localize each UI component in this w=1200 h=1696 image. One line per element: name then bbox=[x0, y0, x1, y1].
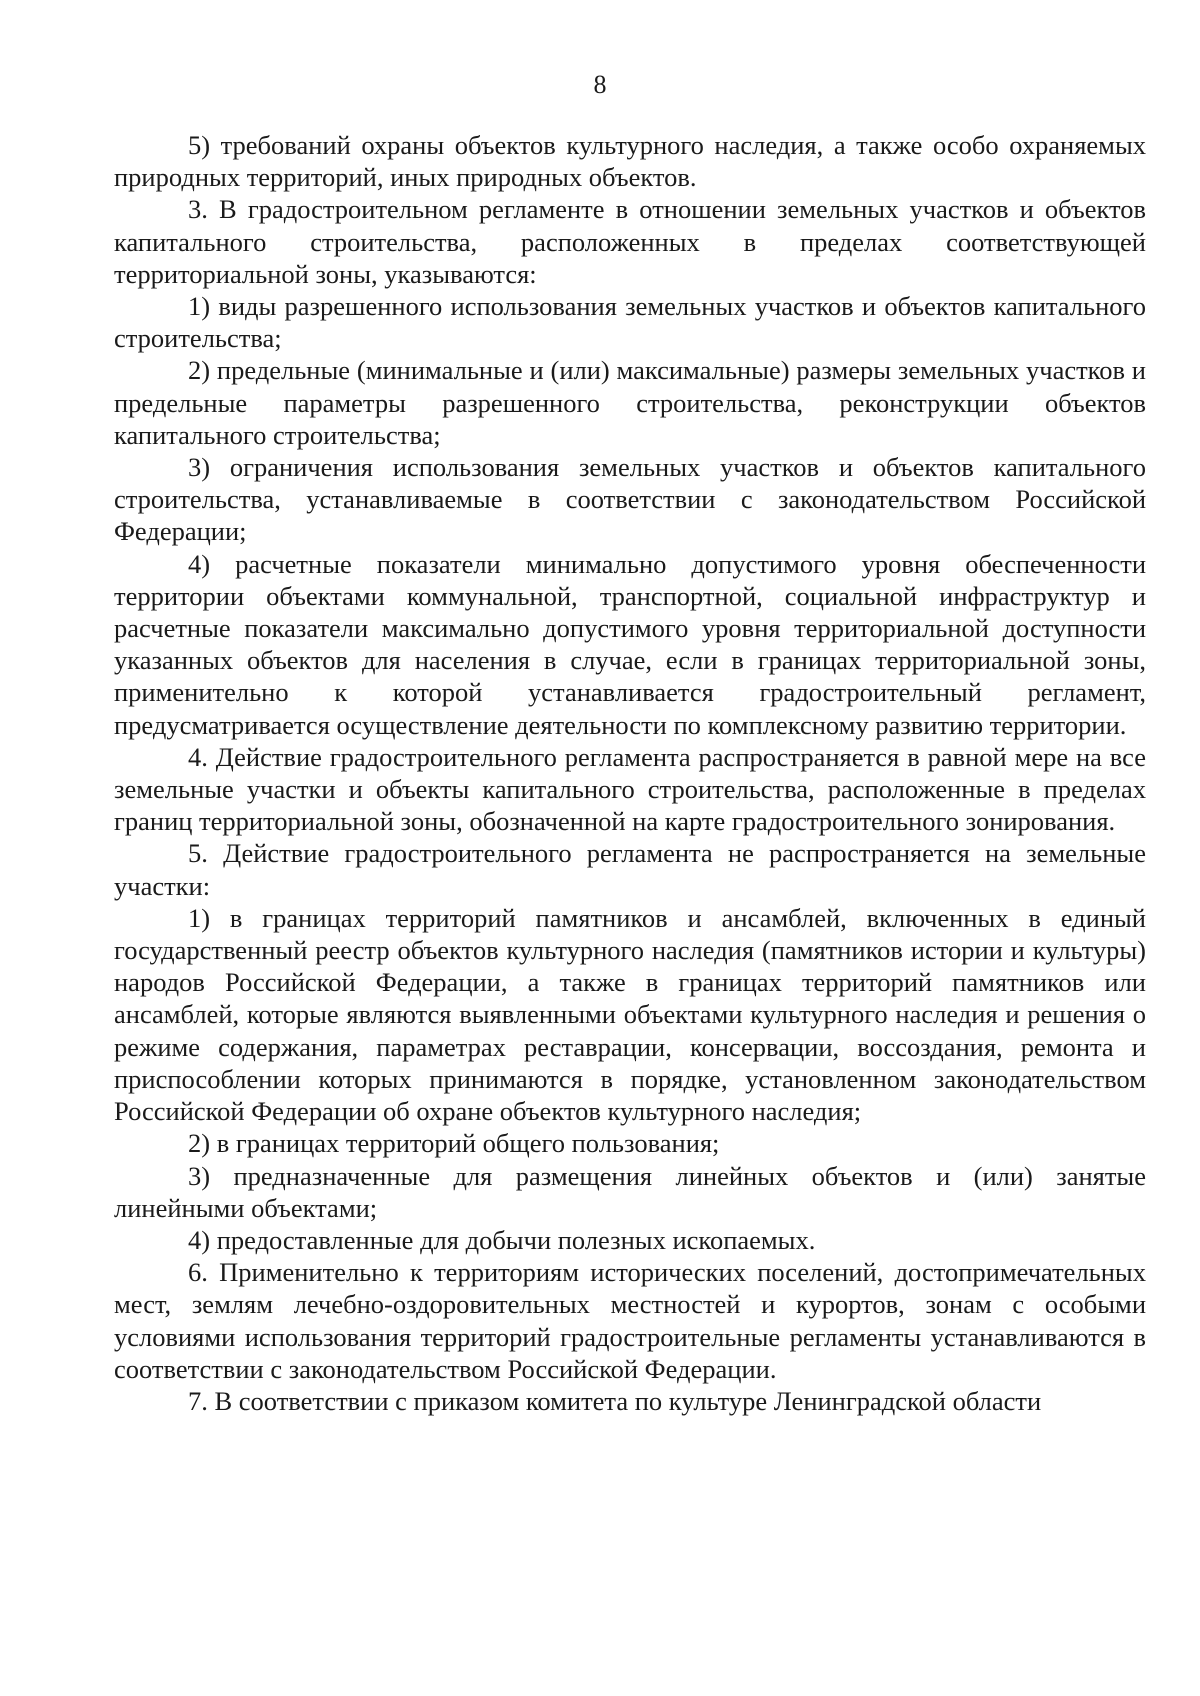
paragraph-item-2-size-limits: 2) предельные (минимальные и (или) максимальные) размеры земельных участков и предельные параметры разрешенного строительства, реконструкции объектов капитального строительства; bbox=[114, 355, 1146, 450]
paragraph-item-3-restrictions: 3) ограничения использования земельных участков и объектов капитального строительства, устанавливаемые в соответствии с законодательством Российской Федерации; bbox=[114, 452, 1146, 547]
paragraph-section-5: 5. Действие градостроительного регламента не распространяется на земельные участки: bbox=[114, 838, 1146, 901]
paragraph-item-3-linear-objects: 3) предназначенные для размещения линейных объектов и (или) занятые линейными объектами; bbox=[114, 1160, 1146, 1223]
paragraph-section-6: 6. Применительно к территориям исторических поселений, достопримечательных мест, землям лечебно-оздоровительных местностей и курортов, зонам с особыми условиями использования территорий градостроительные регламенты устанавливаются в соответствии с законодательством Российской Федерации. bbox=[114, 1257, 1146, 1384]
page-number: 8 bbox=[593, 70, 607, 99]
document-body bbox=[114, 129, 1146, 1417]
paragraph-item-1-monuments: 1) в границах территорий памятников и ансамблей, включенных в единый государственный реестр объектов культурного наследия (памятников истории и культуры) народов Российской Федерации, а также в границах территорий памятников или ансамблей, которые являются выявленными объектами культурного наследия и решения о режиме содержания, параметрах реставрации, консервации, воссоздания, ремонта и приспособлении которых принимаются в порядке, установленном законодательством Российской Федерации об охране объектов культурного наследия; bbox=[114, 902, 1146, 1127]
paragraph-section-4: 4. Действие градостроительного регламента распространяется в равной мере на все земельные участки и объекты капитального строительства, расположенные в пределах границ территориальной зоны, обозначенной на карте градостроительного зонирования. bbox=[114, 741, 1146, 837]
paragraph-section-3: 3. В градостроительном регламенте в отношении земельных участков и объектов капитального строительства, расположенных в пределах соответствующей территориальной зоны, указываются: bbox=[114, 194, 1146, 289]
paragraph-item-5-cultural-heritage: 5) требований охраны объектов культурного наследия, а также особо охраняемых природных территорий, иных природных объектов. bbox=[114, 130, 1146, 193]
paragraph-section-7: 7. В соответствии с приказом комитета по культуре Ленинградской области bbox=[188, 1385, 1042, 1416]
paragraph-item-2-public-use: 2) в границах территорий общего пользования; bbox=[188, 1128, 720, 1159]
paragraph-item-4-infrastructure: 4) расчетные показатели минимально допустимого уровня обеспеченности территории объектами коммунальной, транспортной, социальной инфраструктур и расчетные показатели максимально допустимого уровня территориальной доступности указанных объектов для населения в случае, если в границах территориальной зоны, применительно к которой устанавливается градостроительный регламент, предусматривается осуществление деятельности по комплексному развитию территории. bbox=[114, 548, 1146, 740]
paragraph-item-1-permitted-use: 1) виды разрешенного использования земельных участков и объектов капитального строительства; bbox=[114, 291, 1146, 354]
paragraph-item-4-mining: 4) предоставленные для добычи полезных ископаемых. bbox=[188, 1224, 816, 1255]
